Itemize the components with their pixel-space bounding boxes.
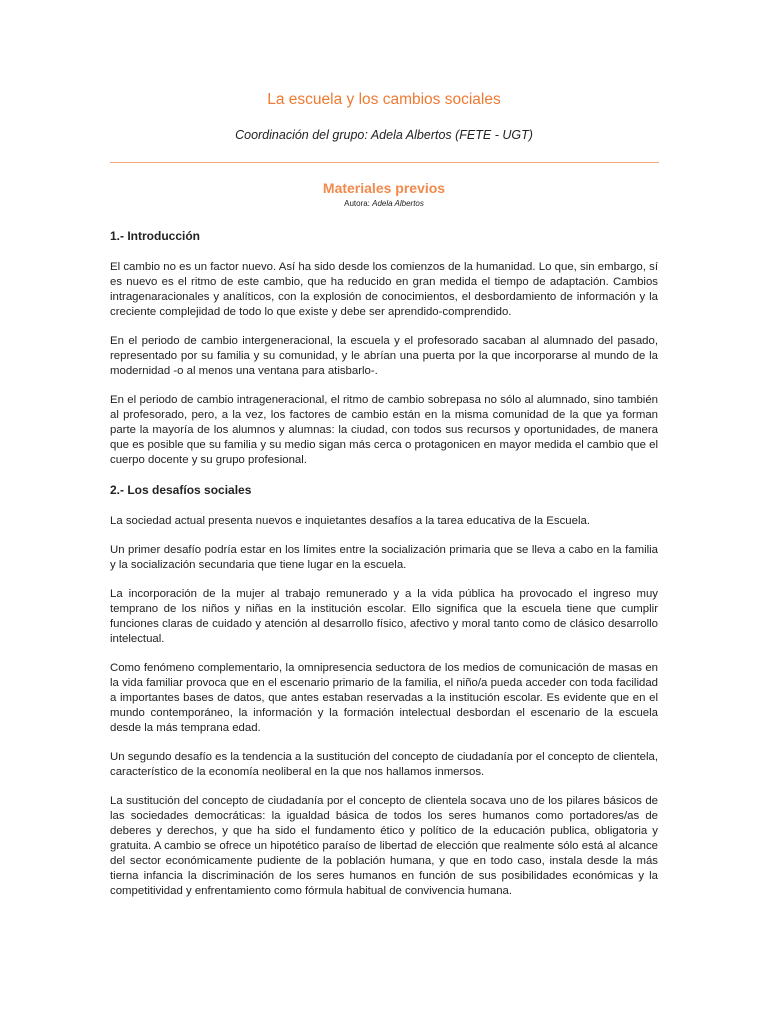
author-label: Autora: xyxy=(344,199,370,208)
document-title: La escuela y los cambios sociales xyxy=(267,91,501,108)
coordination-line: Coordinación del grupo: Adela Albertos (FETE - UGT) xyxy=(235,128,533,142)
heading-desafios-sociales: 2.- Los desafíos sociales xyxy=(110,483,252,497)
paragraph: La sustitución del concepto de ciudadanía por el concepto de clientela socava uno de los pilares básicos de las sociedades democráticas: la igualdad básica de todos los seres humanos como portadores/as de deberes y derechos, y que ha sido el fundamento ético y político de la educación publica, obligatoria y gratuita. A cambio se ofrece un hipotético paraíso de libertad de elección que realmente sólo está al alcance del sector económicamente pudiente de la población humana, y que en todo caso, instala desde la más tierna infancia la discriminación de los seres humanos en función de sus posibilidades económicas y la competitividad y enfrentamiento como fórmula habitual de convivencia humana. xyxy=(110,795,658,897)
paragraph: Un segundo desafío es la tendencia a la sustitución del concepto de ciudadanía por el concepto de clientela, característico de la economía neoliberal en la que nos hallamos inmersos. xyxy=(110,751,658,778)
section-title: Materiales previos xyxy=(322,180,446,196)
paragraph: El cambio no es un factor nuevo. Así ha sido desde los comienzos de la humanidad. Lo que, sin embargo, sí es nuevo es el ritmo de este cambio, que ha reducido en gran medida el tiempo de adaptación. Cambios intragenaracionales y analíticos, con la explosión de conocimientos, el desbordamiento de información y la creciente complejidad de todo lo que existe y debe ser aprendido-comprendido. xyxy=(110,261,658,318)
author-line xyxy=(0,199,768,208)
paragraph: La sociedad actual presenta nuevos e inquietantes desafíos a la tarea educativa de la Escuela. xyxy=(110,515,590,527)
heading-introduccion: 1.- Introducción xyxy=(110,229,200,243)
paragraph: En el periodo de cambio intergeneracional, la escuela y el profesorado sacaban al alumnado del pasado, representado por su familia y su comunidad, y le abrían una puerta por la que incorporarse al mundo de la modernidad -o al menos una ventana para atisbarlo-. xyxy=(110,335,658,377)
paragraph: En el periodo de cambio intrageneracional, el ritmo de cambio sobrepasa no sólo al alumnado, sino también al profesorado, pero, a la vez, los factores de cambio están en la misma comunidad de la que ya forman parte la mayoría de los alumnos y alumnas: la ciudad, con todos sus recursos y oportunidades, de manera que es posible que su familia y su medio sigan más cerca o protagonicen en mayor medida el cambio que el cuerpo docente y su grupo profesional. xyxy=(110,394,658,466)
paragraph: Como fenómeno complementario, la omnipresencia seductora de los medios de comunicación de masas en la vida familiar provoca que en el escenario primario de la familia, el niño/a pueda acceder con toda facilidad a importantes bases de datos, que antes estaban reservadas a la institución escolar. Es evidente que en el mundo contemporáneo, la información y la formación intelectual desbordan el escenario de la escuela desde la más temprana edad. xyxy=(110,662,658,734)
paragraph: Un primer desafío podría estar en los límites entre la socialización primaria que se lleva a cabo en la familia y la socialización secundaria que tiene lugar en la escuela. xyxy=(110,544,658,571)
author-name: Adela Albertos xyxy=(372,199,424,208)
paragraph: La incorporación de la mujer al trabajo remunerado y a la vida pública ha provocado el ingreso muy temprano de los niños y niñas en la institución escolar. Ello significa que la escuela tiene que cumplir funciones claras de cuidado y atención al desarrollo físico, afectivo y moral tanto como de clásico desarrollo intelectual. xyxy=(110,588,658,645)
title-divider xyxy=(110,162,659,163)
document-body xyxy=(110,228,658,913)
